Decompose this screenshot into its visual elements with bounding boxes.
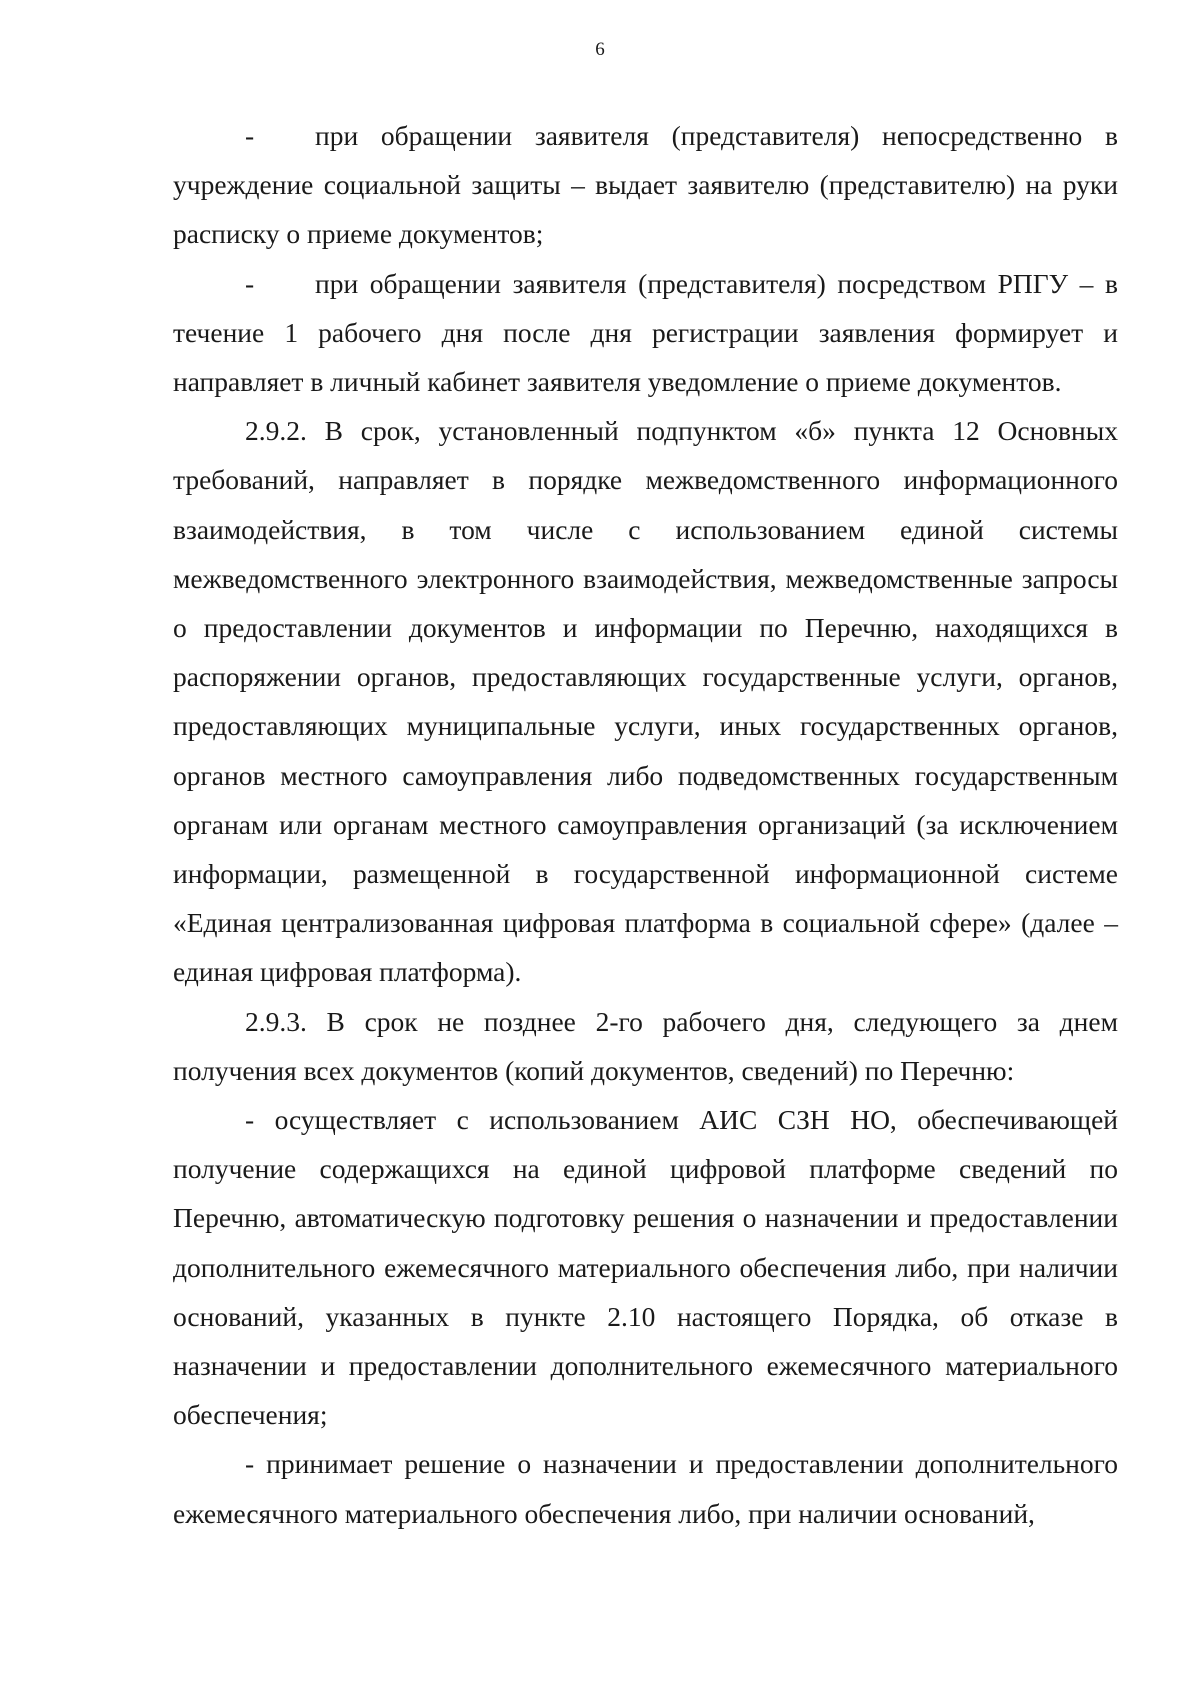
paragraph-text: 2.9.3. В срок не позднее 2-го рабочего дня, следующего за днем получения всех документов (копий документов, сведений) по Перечню: xyxy=(173,1005,1118,1086)
paragraph-text: при обращении заявителя (представителя) непосредственно в учреждение социальной защиты – выдает заявителю (представителю) на руки расписку о приеме документов; xyxy=(173,120,1118,250)
paragraph-dash-item-2 xyxy=(173,259,1118,407)
dash-marker: - xyxy=(245,267,255,299)
paragraph-text: 2.9.2. В срок, установленный подпунктом «б» пункта 12 Основных требований, направляет в порядке межведомственного информационного взаимодействия, в том числе с использованием единой системы межведомственного электронного взаимодействия, межведомственные запросы о предоставлении документов и информации по Перечню, находящихся в распоряжении органов, предоставляющих государственные услуги, органов, предоставляющих муниципальные услуги, иных государственных органов, органов местного самоуправления либо подведомственных государственным органам или органам местного самоуправления организаций (за исключением информации, размещенной в государственной информационной системе «Единая централизованная цифровая платформа в социальной сфере» (далее – единая цифровая платформа). xyxy=(173,415,1118,988)
page-number: 6 xyxy=(595,39,605,60)
paragraph-2-9-2 xyxy=(173,406,1118,996)
paragraph-item-decision xyxy=(173,1439,1118,1537)
paragraph-text: - осуществляет с использованием АИС СЗН НО, обеспечивающей получение содержащихся на единой цифровой платформе сведений по Перечню, автоматическую подготовку решения о назначении и предоставлении дополнительного ежемесячного материального обеспечения либо, при наличии оснований, указанных в пункте 2.10 настоящего Порядка, об отказе в назначении и предоставлении дополнительного ежемесячного материального обеспечения; xyxy=(173,1104,1118,1431)
document-body xyxy=(173,111,1118,1538)
paragraph-2-9-3 xyxy=(173,997,1118,1095)
paragraph-item-automatic-preparation xyxy=(173,1095,1118,1439)
paragraph-dash-item-1 xyxy=(173,111,1118,259)
paragraph-text: при обращении заявителя (представителя) посредством РПГУ – в течение 1 рабочего дня после дня регистрации заявления формирует и направляет в личный кабинет заявителя уведомление о приеме документов. xyxy=(173,267,1118,398)
paragraph-text: - принимает решение о назначении и предоставлении дополнительного ежемесячного материального обеспечения либо, при наличии оснований, xyxy=(173,1448,1118,1529)
dash-marker: - xyxy=(245,120,255,151)
